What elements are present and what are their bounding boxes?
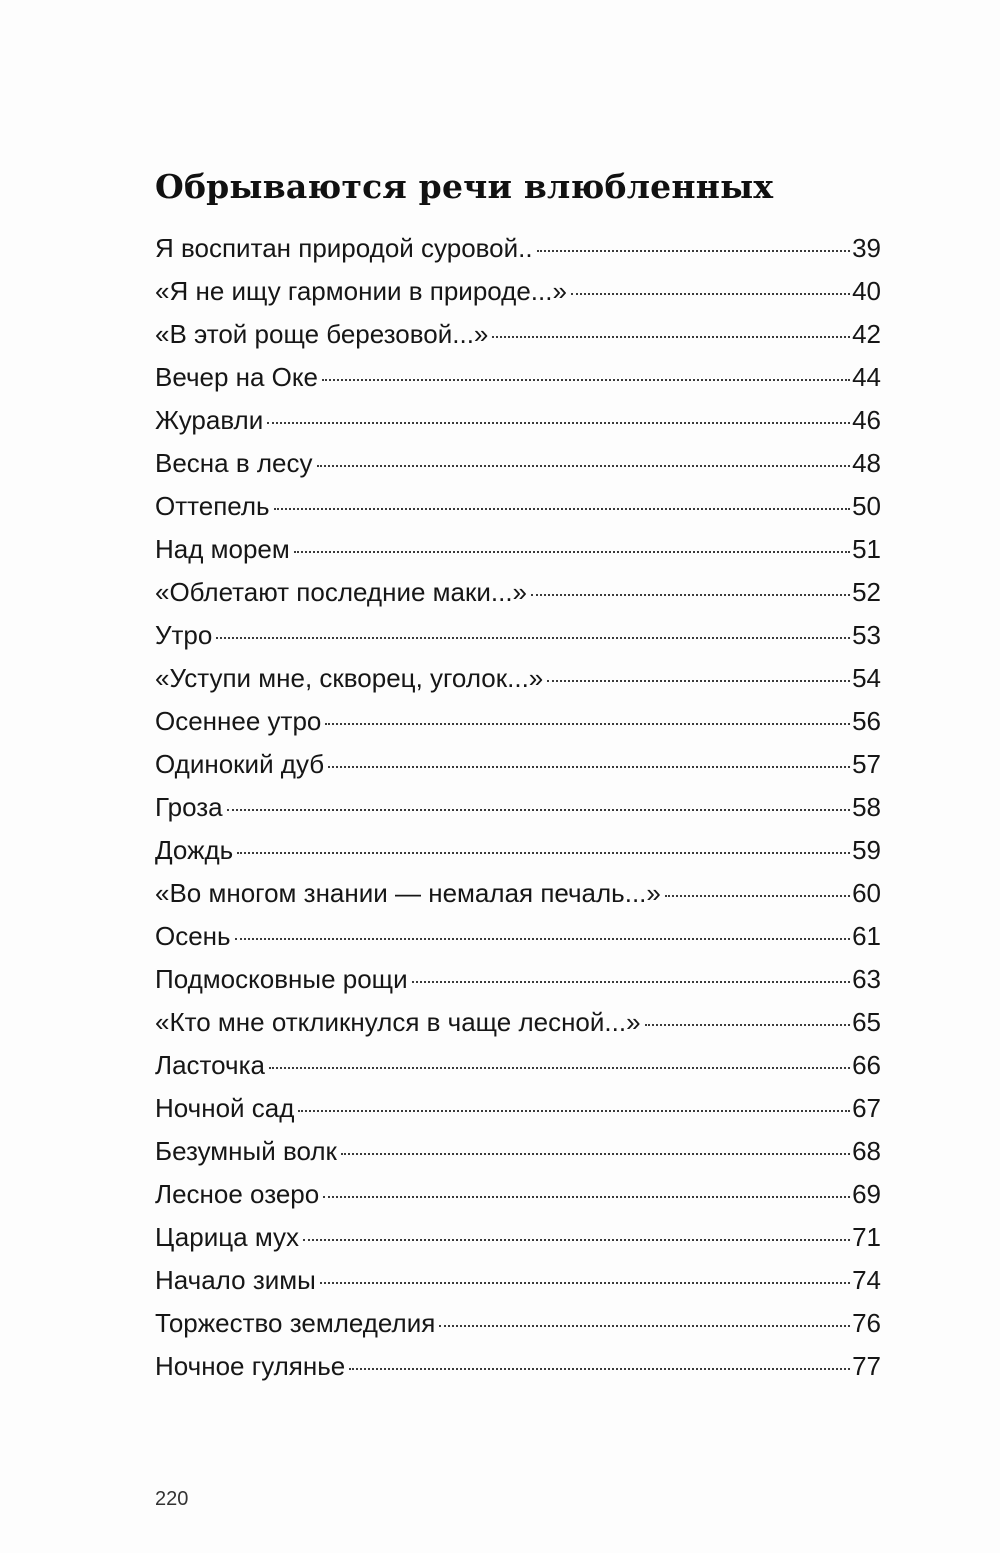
dot-leader bbox=[235, 938, 850, 940]
toc-entry-page: 66 bbox=[852, 1050, 881, 1080]
toc-entry-page: 60 bbox=[852, 878, 881, 908]
dot-leader bbox=[298, 1110, 850, 1112]
toc-entry-title: Ласточка bbox=[155, 1050, 265, 1080]
toc-entry-page: 52 bbox=[852, 577, 881, 607]
dot-leader bbox=[531, 594, 850, 596]
toc-entry bbox=[155, 313, 881, 356]
toc-entry bbox=[155, 958, 881, 1001]
toc-entry-title: Гроза bbox=[155, 792, 223, 822]
dot-leader bbox=[571, 293, 850, 295]
toc-entry-page: 69 bbox=[852, 1179, 881, 1209]
toc-entry-page: 68 bbox=[852, 1136, 881, 1166]
toc-entry-page: 61 bbox=[852, 921, 881, 951]
toc-entry bbox=[155, 1302, 881, 1345]
toc-entry-page: 53 bbox=[852, 620, 881, 650]
dot-leader bbox=[412, 981, 850, 983]
toc-entry-title: Весна в лесу bbox=[155, 448, 313, 478]
toc-entry bbox=[155, 227, 881, 270]
toc-entry-title: Торжество земледелия bbox=[155, 1308, 436, 1338]
toc-entry bbox=[155, 528, 881, 571]
dot-leader bbox=[665, 895, 850, 897]
toc-entry-title: Дождь bbox=[155, 835, 234, 865]
toc-entry bbox=[155, 872, 881, 915]
dot-leader bbox=[274, 508, 850, 510]
toc-entry-title: Одинокий дуб bbox=[155, 749, 325, 779]
toc-entry-page: 56 bbox=[852, 706, 881, 736]
toc-entry-title: Начало зимы bbox=[155, 1265, 316, 1295]
table-of-contents bbox=[155, 227, 881, 1388]
toc-entry-page: 42 bbox=[852, 319, 881, 349]
dot-leader bbox=[328, 766, 850, 768]
toc-entry bbox=[155, 786, 881, 829]
toc-entry-page: 74 bbox=[852, 1265, 881, 1295]
page-number: 220 bbox=[155, 1488, 189, 1510]
toc-entry-title: Осень bbox=[155, 921, 231, 951]
toc-entry bbox=[155, 657, 881, 700]
dot-leader bbox=[216, 637, 850, 639]
toc-entry-page: 57 bbox=[852, 749, 881, 779]
dot-leader bbox=[537, 250, 850, 252]
toc-entry-page: 50 bbox=[852, 491, 881, 521]
toc-entry bbox=[155, 399, 881, 442]
toc-entry bbox=[155, 1259, 881, 1302]
toc-entry-title: Я воспитан природой суровой.. bbox=[155, 233, 533, 263]
dot-leader bbox=[237, 852, 850, 854]
toc-entry-title: Вечер на Оке bbox=[155, 362, 319, 392]
toc-entry-page: 63 bbox=[852, 964, 881, 994]
toc-entry bbox=[155, 829, 881, 872]
toc-entry-title: «Кто мне откликнулся в чаще лесной...» bbox=[155, 1007, 641, 1037]
dot-leader bbox=[320, 1282, 850, 1284]
toc-entry bbox=[155, 743, 881, 786]
dot-leader bbox=[303, 1239, 850, 1241]
toc-entry-page: 51 bbox=[852, 534, 881, 564]
toc-entry-title: Осеннее утро bbox=[155, 706, 322, 736]
toc-entry-page: 46 bbox=[852, 405, 881, 435]
dot-leader bbox=[325, 723, 850, 725]
toc-entry bbox=[155, 442, 881, 485]
dot-leader bbox=[294, 551, 850, 553]
toc-entry-title: «Уступи мне, скворец, уголок...» bbox=[155, 663, 544, 693]
toc-entry-page: 58 bbox=[852, 792, 881, 822]
dot-leader bbox=[227, 809, 850, 811]
toc-entry-title: Над морем bbox=[155, 534, 290, 564]
toc-entry-title: Утро bbox=[155, 620, 213, 650]
toc-entry-page: 65 bbox=[852, 1007, 881, 1037]
toc-entry-page: 71 bbox=[852, 1222, 881, 1252]
section-title: Обрываются речи влюбленных bbox=[155, 167, 774, 206]
toc-entry bbox=[155, 700, 881, 743]
toc-entry bbox=[155, 1001, 881, 1044]
toc-entry bbox=[155, 1044, 881, 1087]
toc-entry-title: Лесное озеро bbox=[155, 1179, 320, 1209]
toc-entry-title: «Облетают последние маки...» bbox=[155, 577, 528, 607]
toc-entry bbox=[155, 1087, 881, 1130]
toc-entry-title: Журавли bbox=[155, 405, 264, 435]
toc-entry-page: 48 bbox=[852, 448, 881, 478]
dot-leader bbox=[341, 1153, 850, 1155]
toc-entry bbox=[155, 356, 881, 399]
toc-entry-page: 59 bbox=[852, 835, 881, 865]
toc-entry-title: Царица мух bbox=[155, 1222, 299, 1252]
dot-leader bbox=[267, 422, 850, 424]
dot-leader bbox=[645, 1024, 851, 1026]
dot-leader bbox=[547, 680, 850, 682]
dot-leader bbox=[349, 1368, 850, 1370]
toc-entry bbox=[155, 1130, 881, 1173]
toc-entry-title: Ночное гулянье bbox=[155, 1351, 346, 1381]
toc-entry-title: Подмосковные рощи bbox=[155, 964, 408, 994]
toc-entry-page: 39 bbox=[852, 233, 881, 263]
dot-leader bbox=[322, 379, 850, 381]
toc-entry-page: 77 bbox=[852, 1351, 881, 1381]
toc-entry-page: 44 bbox=[852, 362, 881, 392]
toc-entry bbox=[155, 614, 881, 657]
toc-entry-title: «Я не ищу гармонии в природе...» bbox=[155, 276, 567, 306]
toc-entry bbox=[155, 915, 881, 958]
toc-entry-page: 40 bbox=[852, 276, 881, 306]
toc-entry-title: Оттепель bbox=[155, 491, 270, 521]
toc-entry bbox=[155, 1345, 881, 1388]
toc-entry-page: 67 bbox=[852, 1093, 881, 1123]
toc-entry-title: Безумный волк bbox=[155, 1136, 337, 1166]
toc-entry-title: «В этой роще березовой...» bbox=[155, 319, 489, 349]
dot-leader bbox=[269, 1067, 850, 1069]
toc-entry bbox=[155, 1173, 881, 1216]
toc-entry bbox=[155, 1216, 881, 1259]
dot-leader bbox=[323, 1196, 850, 1198]
toc-entry bbox=[155, 571, 881, 614]
toc-entry-title: «Во многом знании — немалая печаль...» bbox=[155, 878, 661, 908]
dot-leader bbox=[439, 1325, 850, 1327]
toc-entry-title: Ночной сад bbox=[155, 1093, 295, 1123]
dot-leader bbox=[492, 336, 850, 338]
toc-entry-page: 54 bbox=[852, 663, 881, 693]
toc-entry-page: 76 bbox=[852, 1308, 881, 1338]
toc-entry bbox=[155, 485, 881, 528]
dot-leader bbox=[317, 465, 851, 467]
toc-entry bbox=[155, 270, 881, 313]
